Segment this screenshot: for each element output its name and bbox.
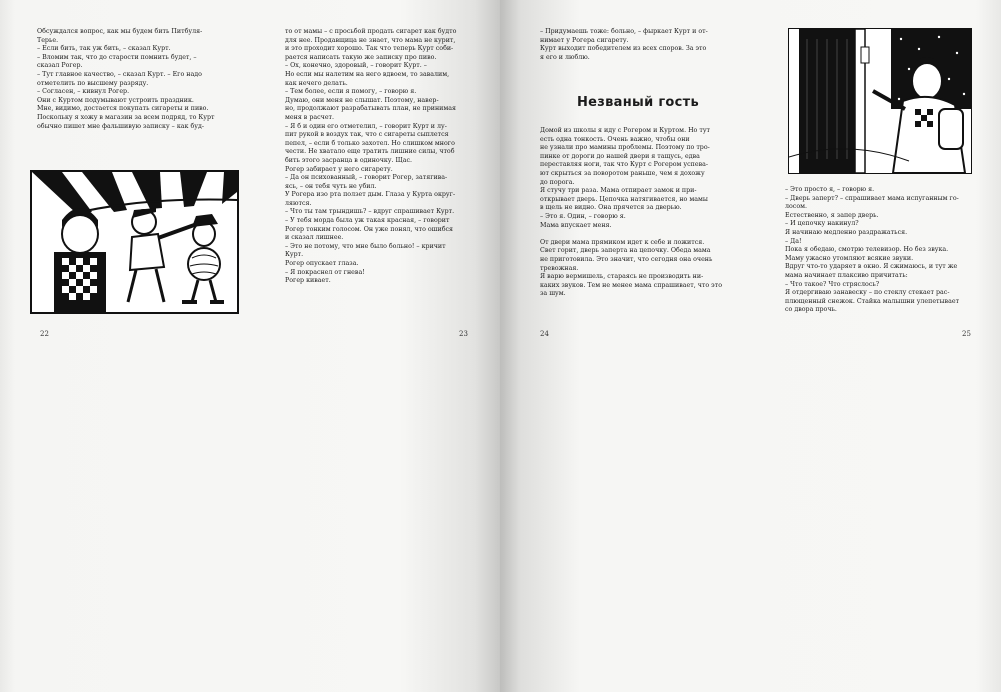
text-line: – Тут главное качество, – сказал Курт. – Его надо [37, 70, 202, 78]
text-line: – Что ты там трындишь? – вдруг спрашивает Курт. [285, 208, 455, 216]
text-line: У Рогера изо рта ползет дым. Глаза у Курта округ- [285, 191, 456, 199]
text-line: чести. Не хватало еще тратить лишние силы, чтоб [285, 148, 455, 156]
text-line: пепел, – если б только захотел. Но слишком много [285, 139, 455, 147]
text-line: не узнали про мамины проблемы. Поэтому по тро- [540, 144, 710, 152]
text-line: Свет горит, дверь заперта на цепочку. Обеда мама [540, 247, 711, 255]
text-line: Рогер опускает глаза. [285, 260, 359, 268]
text-line: и это проходит хорошо. Так что теперь Курт соби- [285, 45, 454, 53]
text-line: Курт. [285, 251, 304, 259]
text-line: рается написать такую же записку про пиво. [285, 53, 437, 61]
text-line: есть одна тонкость. Очень важно, чтобы они [540, 135, 690, 143]
text-line: – Если бить, так уж бить, – сказал Курт. [37, 45, 171, 53]
page-number-22: 22 [40, 330, 49, 338]
text-line: – Ох, конечно, здоровый, – говорит Курт. – [285, 62, 427, 70]
text-line: Мама впускает меня. [540, 221, 612, 229]
text-line: Курт выходит победителем из всех споров. За это [540, 45, 707, 53]
text-line: Думаю, они меня не слышат. Поэтому, навер- [285, 96, 439, 104]
text-line: до порога. [540, 178, 575, 186]
text-line: – У тебя морда была уж такая красная, – говорит [285, 217, 450, 225]
text-line: бить этого засранца в одиночку. Щас. [285, 156, 412, 164]
text-line: – Вломим так, что до старости помнить будет, – [37, 53, 197, 61]
left-sheet [0, 0, 500, 692]
text-line: Домой из школы я иду с Рогером и Куртом. Но тут [540, 127, 711, 134]
text-line: лосом. [785, 203, 808, 211]
text-line: Маму ужасно утомляют всякие звуки. [785, 254, 914, 262]
text-line: Вдруг что-то ударяет в окно. Я сжимаюсь, и тут же [785, 263, 958, 271]
text-line [540, 230, 722, 239]
text-line: обычно пишет мне фальшивую записку – как буд- [37, 122, 204, 130]
text-line: ляются. [285, 199, 312, 207]
text-line: – Да он психованный, – говорит Рогер, затягива- [285, 174, 448, 182]
text-line: Мне, видимо, достается покупать сигареты и пиво. [37, 105, 209, 113]
text-line: открывает дверь. Цепочка натягивается, но мамы [540, 195, 708, 203]
text-line: я его и люблю. [540, 53, 590, 61]
text-line: – Это я. Один, – говорю я. [540, 212, 626, 220]
text-line: и сказал лишнее. [285, 234, 344, 242]
text-line: Обсуждался вопрос, как мы будем бить Питбуля- [37, 28, 203, 35]
text-line: меня в расчет. [285, 113, 335, 121]
text-line: не приготовила. Это значит, что сегодня она очень [540, 255, 713, 263]
text-line: Терье. [37, 36, 59, 44]
text-line: но, продолжают разрабатывать план, не принимая [285, 105, 456, 113]
text-line: Я варю вермишель, стараясь не производить ни- [540, 273, 704, 281]
text-line: тревожная. [540, 264, 579, 272]
text-line: – Это просто я, – говорю я. [785, 186, 875, 193]
text-line: переставляя ноги, так что Курт с Рогером успева- [540, 161, 709, 169]
text-line: Я отдергиваю занавеску – по стеклу стекает рас- [785, 289, 950, 297]
text-line: плющенный снежок. Стайка малышни улепетывает [785, 297, 960, 305]
text-line: Рогер забирает у него сигарету. [285, 165, 393, 173]
text-line: – Дверь заперт? – спрашивает мама испуганным го- [785, 194, 959, 202]
text-line: Поскольку я хожу в магазин за всем подряд, то Курт [37, 113, 215, 121]
text-line: – Да! [785, 237, 802, 245]
three-boys-illustration [30, 170, 239, 314]
text-line: для нее. Продавщица не знает, что мама не курит, [285, 36, 456, 44]
text-line: – Тем более, если я помогу, – говорю я. [285, 88, 417, 96]
page-25-text [785, 186, 959, 315]
text-line: – Я б и один его отметелил, – говорит Курт и лу- [285, 122, 447, 130]
text-line: сказал Рогер. [37, 62, 83, 70]
text-line: От двери мама прямиком идет к себе и ложится. [540, 238, 705, 246]
text-line: Рогер тонким голосом. Он уже понял, что ошибся [285, 225, 454, 233]
text-line: Я начинаю медленно раздражаться. [785, 228, 908, 236]
text-line: каких звуков. Тем не менее мама спрашивает, что это [540, 281, 722, 289]
text-line: Рогер кивает. [285, 277, 331, 285]
text-line: пит рукой в воздух так, что с сигареты сыплется [285, 131, 449, 139]
text-line: ют скрыться за поворотом раньше, чем я дохожу [540, 169, 705, 177]
three-boys-drawing [32, 172, 237, 312]
text-line: нимает у Рогера сигарету. [540, 36, 629, 44]
page-24-text-top [540, 28, 708, 62]
text-line: пинке от дороги до нашей двери я тащусь, едва [540, 152, 700, 160]
text-line: Но если мы налетим на него вдвоем, то завалим, [285, 70, 450, 78]
page-24-text-body [540, 127, 722, 299]
page-23-text [285, 28, 456, 286]
text-line: за шум. [540, 290, 566, 298]
text-line: Пока я обедаю, смотрю телевизор. Но без звука. [785, 246, 949, 254]
text-line: – Придумаешь тоже: больно, – фыркает Курт и от- [540, 28, 708, 35]
text-line: ясь, – он тебя чуть не убил. [285, 182, 377, 190]
door-illustration [788, 28, 972, 174]
text-line: – Это не потому, что мне было больно! – кричит [285, 242, 446, 250]
text-line: мама начинает плаксиво причитать: [785, 271, 908, 279]
right-sheet [500, 0, 1001, 692]
page-number-25: 25 [962, 330, 971, 338]
text-line: со двора прочь. [785, 306, 837, 314]
text-line: то от мамы – с просьбой продать сигарет как будто [285, 28, 457, 35]
text-line: – И цепочку накинул? [785, 220, 859, 228]
text-line: Естественно, я запер дверь. [785, 211, 879, 219]
text-line: – Что такое? Что стряслось? [785, 280, 880, 288]
page-22-text [37, 28, 215, 131]
text-line: Я стучу три раза. Мама отпирает замок и при- [540, 187, 697, 195]
text-line: отметелить по высшему разряду. [37, 79, 149, 87]
page-number-23: 23 [459, 330, 468, 338]
chapter-heading: Незваный гость [577, 95, 700, 110]
text-line: – Согласен, – кивнул Рогер. [37, 88, 130, 96]
text-line: – Я покраснел от гнева! [285, 268, 365, 276]
figure-at-door-drawing [789, 29, 971, 173]
page-number-24: 24 [540, 330, 549, 338]
text-line: в щель не видно. Она прячется за дверью. [540, 204, 682, 212]
text-line: как нечего делать. [285, 79, 348, 87]
text-line: Они с Куртом подумывают устроить праздник. [37, 96, 194, 104]
